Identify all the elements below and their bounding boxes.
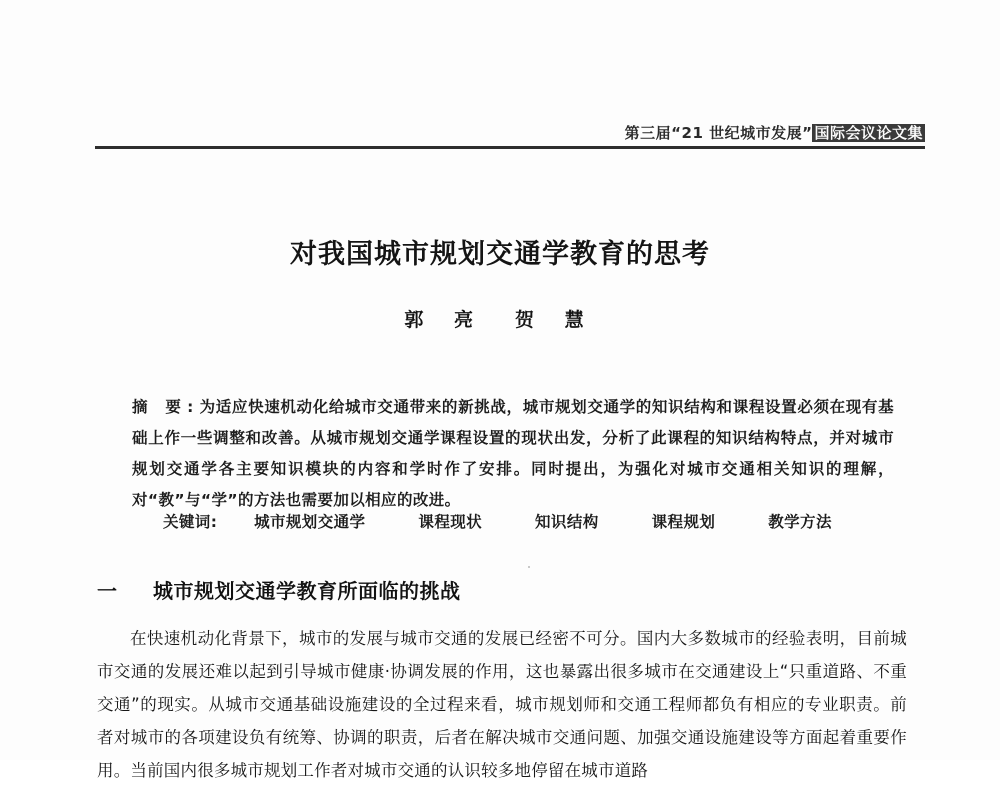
- running-header-prefix: 第三届: [624, 124, 672, 142]
- author-name-2: 贺 慧: [515, 309, 596, 331]
- keyword-item: 课程现状: [418, 513, 483, 531]
- keyword-item: 知识结构: [535, 513, 599, 531]
- running-header: [95, 122, 925, 143]
- page-title: 对我国城市规划交通学教育的思考: [290, 239, 710, 270]
- section-heading-text: 城市规划交通学教育所面临的挑战: [153, 579, 461, 603]
- author-list: [0, 305, 1000, 332]
- abstract-block: [132, 392, 894, 516]
- abstract-label: 摘 要:: [132, 398, 200, 416]
- section-number: 一: [97, 579, 118, 603]
- running-header-highlight: 国际会议论文集: [814, 124, 923, 142]
- keywords-label: 关键词:: [163, 513, 218, 531]
- keyword-item: 城市规划交通学: [254, 513, 366, 531]
- keyword-item: 课程规划: [651, 513, 716, 531]
- header-rule: [95, 146, 925, 149]
- keywords-block: [132, 510, 894, 532]
- body-content: [97, 622, 907, 787]
- scan-speck: [528, 566, 530, 568]
- body-paragraph: 在快速机动化背景下，城市的发展与城市交通的发展已经密不可分。国内大多数城市的经验表明，目前城市交通的发展还难以起到引导城市健康·协调发展的作用，这也暴露出很多城市在交通建设上“只重道路、不重交通”的现实。从城市交通基础设施建设的全过程来看，城市规划师和交通工程师都负有相应的专业职责。前者对城市的各项建设负有统筹、协调的职责，后者在解决城市交通问题、加强交通设施建设等方面起着重要作用。当前国内很多城市规划工作者对城市交通的认识较多地停留在城市道路: [97, 629, 907, 780]
- author-name-1: 郭 亮: [404, 309, 485, 331]
- section-heading: [97, 575, 897, 604]
- running-header-quoted: “21 世纪城市发展”: [671, 124, 813, 142]
- abstract-text: 为适应快速机动化给城市交通带来的新挑战，城市规划交通学的知识结构和课程设置必须在现有基础上作一些调整和改善。从城市规划交通学课程设置的现状出发，分析了此课程的知识结构特点，并对城市规划交通学各主要知识模块的内容和学时作了安排。同时提出，为强化对城市交通相关知识的理解，对“教”与“学”的方法也需要加以相应的改进。: [132, 398, 894, 509]
- keyword-item: 教学方法: [768, 513, 832, 531]
